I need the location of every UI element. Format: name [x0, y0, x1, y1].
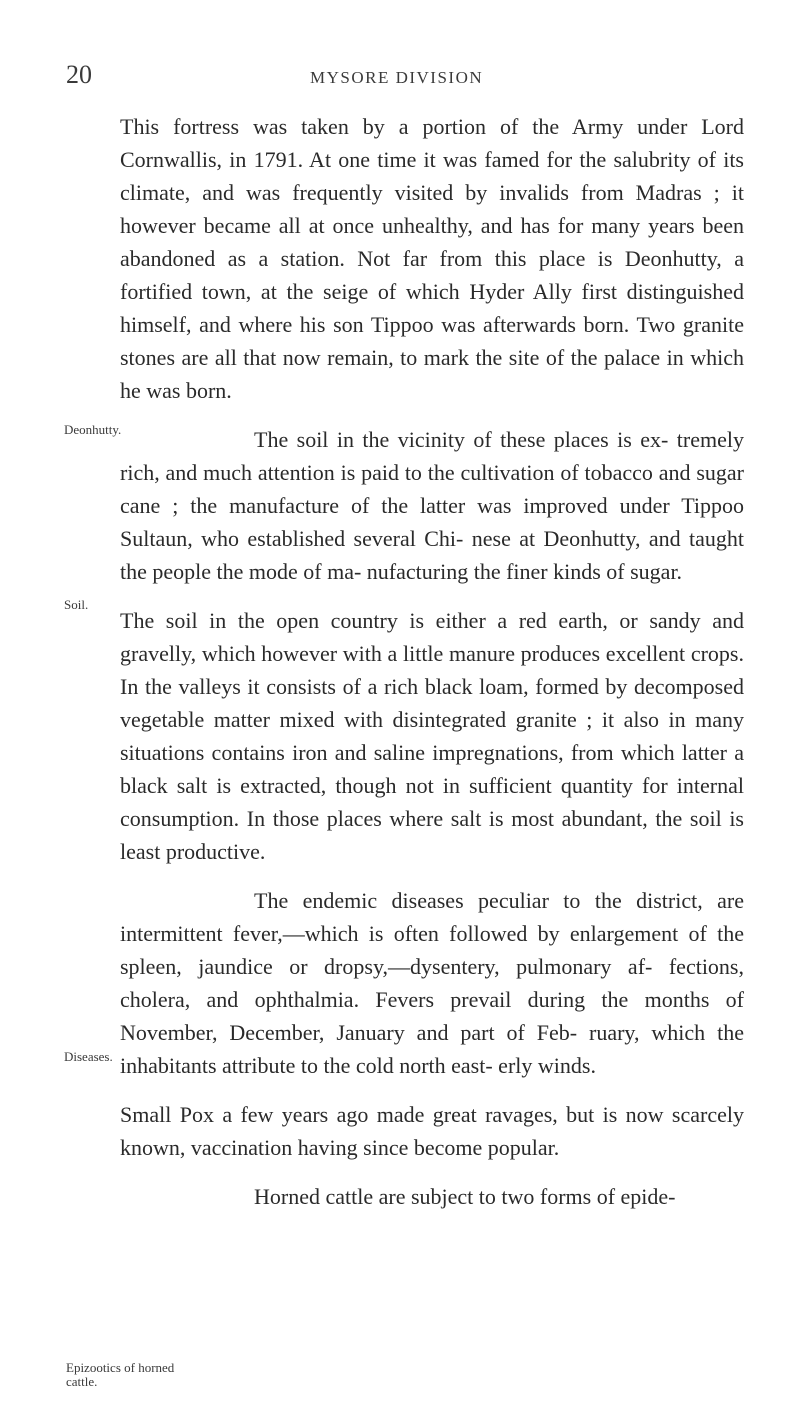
paragraph-fortress: This fortress was taken by a portion of the Army under Lord Cornwallis, in 1791. At one time it was famed for the salubrity of its climate, and was frequently visited by invalids from Madras ; it however became all at once unhealthy, and has for many years been abandoned as a station. Not far from this place is Deonhutty, a fortified town, at the seige of which Hyder Ally first distinguished himself, and where his son Tippoo was afterwards born. Two granite stones are all that now remain, to mark the site of the palace in which he was born.	[120, 114, 744, 403]
paragraph-diseases: The endemic diseases peculiar to the district, are intermittent fever,—which is often followed by enlargement of the spleen, jaundice or dropsy,—dysentery, pulmonary af- fections, cholera, and ophthalmia. Fevers prevail during the months of November, December, January and part of Feb- ruary, which the inhabitants attribute to the cold north east- erly winds.	[120, 888, 744, 1078]
margin-note-soil: Soil.	[64, 597, 89, 612]
page-number: 20	[66, 60, 92, 89]
body-text	[120, 110, 744, 1229]
paragraph-horned-cattle: Horned cattle are subject to two forms of epide-	[254, 1184, 676, 1209]
paragraph-soil-open-country: The soil in the open country is either a red earth, or sandy and gravelly, which however with a little manure produces excellent crops. In the valleys it consists of a rich black loam, formed by decomposed vegetable matter mixed with disintegrated granite ; it also in many situations contains iron and saline impregnations, from which latter a black salt is extracted, though not in sufficient quantity for internal consumption. In those places where salt is most abundant, the soil is least productive.	[120, 608, 744, 864]
margin-note-diseases: Diseases.	[64, 1049, 113, 1064]
paragraph-soil-vicinity: The soil in the vicinity of these places is ex- tremely rich, and much attention is paid to the cultivation of tobacco and sugar cane ; the manufacture of the latter was improved under Tippoo Sultaun, who established several Chi- nese at Deonhutty, and taught the people the mode of ma- nufacturing the finer kinds of sugar.	[120, 427, 744, 584]
margin-note-deonhutty: Deonhutty.	[64, 422, 122, 437]
paragraph-small-pox: Small Pox a few years ago made great ravages, but is now scarcely known, vaccination having since become popular.	[120, 1102, 744, 1160]
margin-note-epizootics: Epizootics of horned cattle.	[66, 1360, 175, 1389]
running-head: MYSORE DIVISION	[310, 68, 484, 87]
